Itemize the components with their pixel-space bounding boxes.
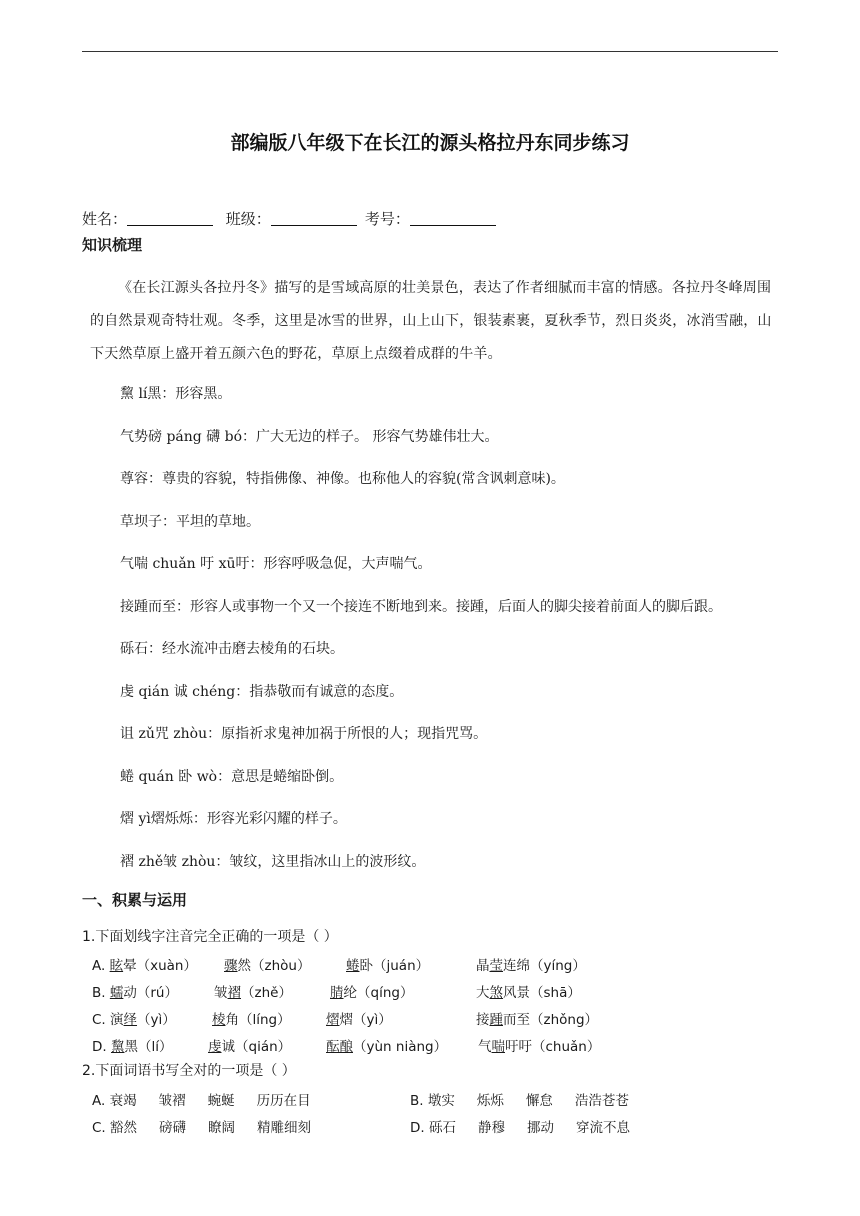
q1-option-a-word-3: 蜷卧（juán）	[346, 958, 430, 974]
q1-option-d-word-2: 虔诚（qián）	[208, 1039, 292, 1055]
class-label: 班级：	[225, 210, 271, 228]
q1-option-a[interactable]: A. 眩晕（xuàn）	[92, 958, 197, 974]
section-1-heading: 一、积累与运用	[82, 891, 188, 909]
exam-blank[interactable]	[410, 211, 496, 226]
q2-option-b[interactable]: B. 墩实 烁烁 懈怠 浩浩苍苍	[410, 1093, 629, 1109]
header-rule	[82, 51, 778, 52]
q1-option-b-word-2: 皱褶（zhě）	[214, 985, 292, 1001]
knowledge-heading: 知识梳理	[82, 236, 143, 254]
q1-option-c-word-3: 熠熠（yì）	[326, 1012, 392, 1028]
vocab-item: 褶 zhě皱 zhòu：皱纹，这里指冰山上的波形纹。	[120, 854, 426, 870]
q1-option-d-word-4: 气喘吁吁（chuǎn）	[478, 1039, 601, 1055]
q1-option-c-word-4: 接踵而至（zhǒng）	[476, 1012, 599, 1028]
q2-option-a[interactable]: A. 衰竭 皱褶 蜿蜒 历历在目	[92, 1093, 311, 1109]
vocab-item: 诅 zǔ咒 zhòu：原指祈求鬼神加祸于所恨的人；现指咒骂。	[120, 726, 488, 742]
q2-option-d[interactable]: D. 砾石 静穆 挪动 穿流不息	[410, 1120, 630, 1136]
exam-label: 考号：	[364, 210, 410, 228]
vocab-item: 尊容：尊贵的容貌，特指佛像、神像。也称他人的容貌(常含讽刺意味)。	[120, 471, 565, 487]
q1-option-c-word-2: 棱角（líng）	[212, 1012, 291, 1028]
q1-option-d-word-3: 酝酿（yùn niàng）	[326, 1039, 448, 1055]
q1-option-c[interactable]: C. 演绎（yì）	[92, 1012, 176, 1028]
name-label: 姓名：	[82, 210, 128, 228]
vocab-item: 草坝子：平坦的草地。	[120, 514, 260, 530]
vocab-item: 接踵而至：形容人或事物一个又一个接连不断地到来。接踵，后面人的脚尖接着前面人的脚后跟。	[120, 599, 722, 615]
student-info-line	[82, 208, 504, 229]
vocab-item: 砾石：经水流冲击磨去棱角的石块。	[120, 641, 344, 657]
question-1-stem: 1.下面划线字注音完全正确的一项是（ ）	[82, 929, 338, 945]
q1-option-a-word-2: 骤然（zhòu）	[224, 958, 311, 974]
q1-option-d[interactable]: D. 黧黑（lí）	[92, 1039, 173, 1055]
q1-option-b-word-4: 大煞风景（shā）	[476, 985, 581, 1001]
vocab-item: 蜷 quán 卧 wò：意思是蜷缩卧倒。	[120, 769, 344, 785]
q2-option-c[interactable]: C. 豁然 磅礴 瞭阔 精雕细刻	[92, 1120, 312, 1136]
vocab-item: 气喘 chuǎn 吁 xū吁：形容呼吸急促，大声喘气。	[120, 556, 432, 572]
q1-option-b[interactable]: B. 蠕动（rú）	[92, 985, 178, 1001]
q1-option-a-word-4: 晶莹连绵（yíng）	[476, 958, 586, 974]
vocab-item: 熠 yì熠烁烁：形容光彩闪耀的样子。	[120, 811, 347, 827]
intro-paragraph: 《在长江源头各拉丹冬》描写的是雪域高原的壮美景色，表达了作者细腻而丰富的情感。各拉丹冬峰周围的自然景观奇特壮观。冬季，这里是冰雪的世界，山上山下，银装素裹，夏秋季节，烈日炎炎，冰消雪融，山下天然草原上盛开着五颜六色的野花，草原上点缀着成群的牛羊。	[90, 280, 772, 362]
class-blank[interactable]	[271, 211, 357, 226]
q1-option-b-word-3: 腈纶（qíng）	[330, 985, 414, 1001]
question-2-stem: 2.下面词语书写全对的一项是（ ）	[82, 1063, 296, 1079]
page-title: 部编版八年级下在长江的源头格拉丹东同步练习	[230, 132, 630, 154]
vocab-item: 气势磅 páng 礴 bó：广大无边的样子。 形容气势雄伟壮大。	[120, 429, 499, 445]
vocab-item: 虔 qián 诚 chéng：指恭敬而有诚意的态度。	[120, 684, 404, 700]
vocab-item: 黧 lí黑：形容黑。	[120, 386, 232, 402]
name-blank[interactable]	[127, 211, 213, 226]
